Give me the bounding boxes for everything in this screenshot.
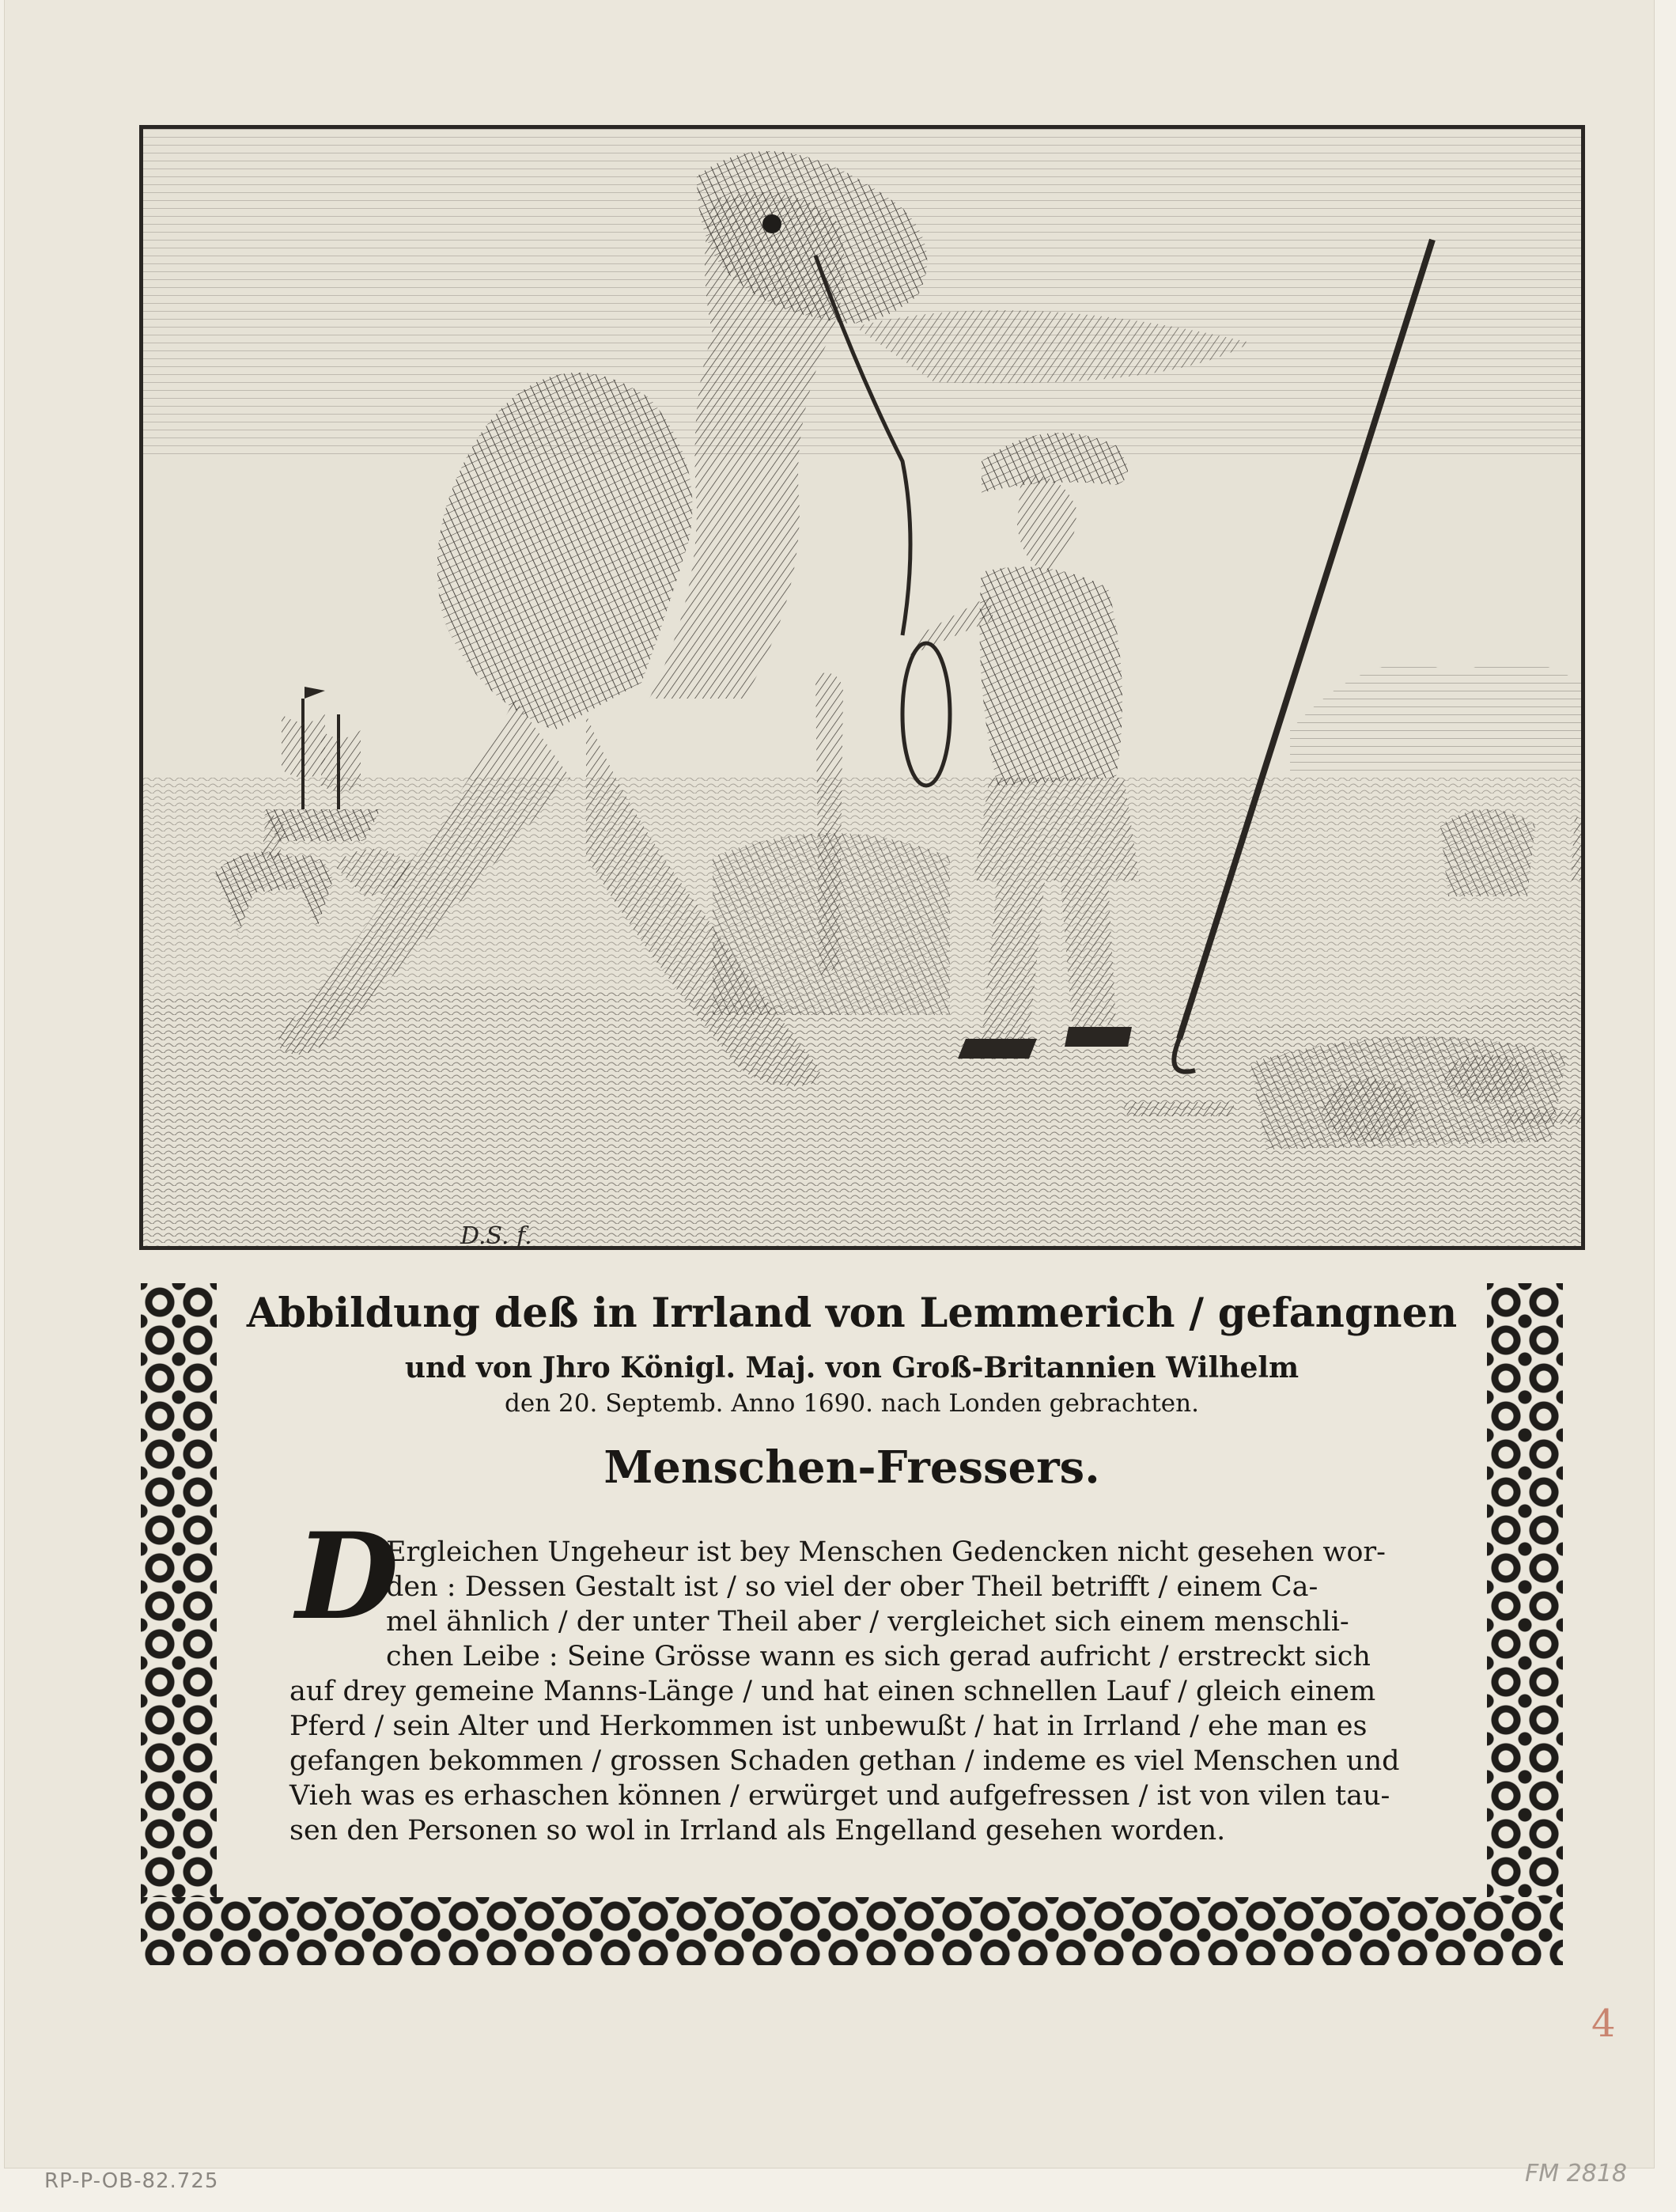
body-line-5: auf drey gemeine Manns-Länge / und hat einen schnellen Lauf / gleich einem <box>289 1676 1376 1707</box>
sailing-ship-icon <box>262 687 380 841</box>
text-block <box>141 1283 1563 1965</box>
inventory-number: RP-P-OB-82.725 <box>44 2169 219 2193</box>
body-line-3: mel ähnlich / der unter Theil aber / vergleichet sich einem menschli- <box>386 1606 1349 1638</box>
collection-mark: FM 2818 <box>1525 2160 1628 2187</box>
text-body <box>236 1283 1468 1884</box>
engraved-plate <box>139 125 1585 1250</box>
body-line-1: Ergleichen Ungeheur ist bey Menschen Gedencken nicht gesehen wor- <box>386 1536 1386 1568</box>
drop-cap: D <box>296 1507 399 1646</box>
ornament-border-left <box>141 1283 217 1916</box>
ornament-border-right <box>1487 1283 1563 1916</box>
subtitle: Menschen-Fressers. <box>603 1441 1100 1494</box>
ornament-border-bottom <box>141 1897 1563 1965</box>
margin-mark: 4 <box>1591 2002 1616 2046</box>
body-line-7: gefangen bekommen / grossen Schaden gethan / indeme es viel Menschen und <box>289 1745 1400 1777</box>
title-line-3: den 20. Septemb. Anno 1690. nach Londen gebrachten. <box>505 1389 1199 1418</box>
body-line-8: Vieh was es erhaschen können / erwürget und aufgefressen / ist von vilen tau- <box>289 1780 1390 1812</box>
body-line-6: Pferd / sein Alter und Herkommen ist unbewußt / hat in Irrland / ehe man es <box>289 1710 1368 1742</box>
title-line-1: Abbildung deß in Irrland von Lemmerich / gefangnen <box>246 1290 1458 1337</box>
title-line-2: und von Jhro Königl. Maj. von Groß-Britannien Wilhelm <box>404 1351 1300 1384</box>
body-line-4: chen Leibe : Seine Grösse wann es sich gerad aufricht / erstreckt sich <box>386 1641 1371 1672</box>
body-line-9: sen den Personen so wol in Irrland als Engelland gesehen worden. <box>289 1815 1226 1846</box>
print-sheet <box>5 0 1654 2168</box>
body-line-2: den : Dessen Gestalt ist / so viel der ober Theil betrifft / einem Ca- <box>386 1571 1318 1603</box>
engraving-illustration <box>143 129 1581 1246</box>
engraver-signature: D.S. f. <box>460 1222 532 1250</box>
